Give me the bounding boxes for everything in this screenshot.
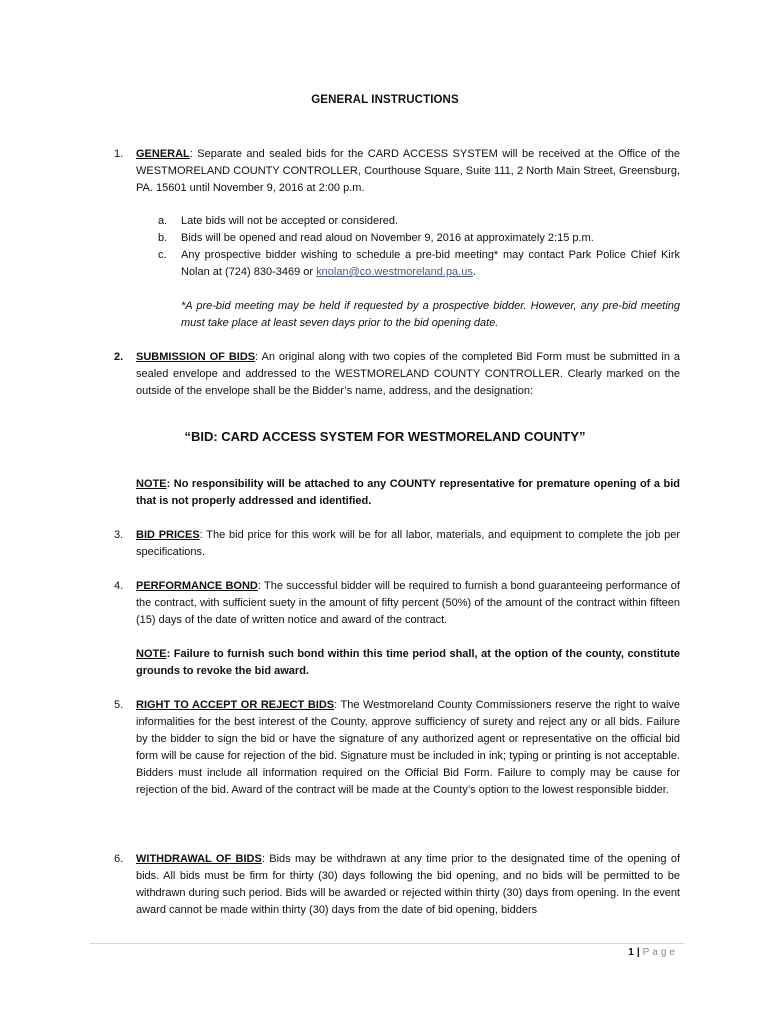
section-text: : The bid price for this work will be for all labor, materials, and equipment to complete the job per specifications. — [136, 529, 680, 558]
section-number: 5. — [114, 699, 124, 711]
bid-designation: “BID: CARD ACCESS SYSTEM FOR WESTMORELAND COUNTY” — [184, 429, 586, 444]
section-heading: BID PRICES — [136, 529, 200, 541]
section-general — [114, 146, 680, 197]
sub-item-letter: a. — [158, 215, 168, 227]
section-text: : The Westmoreland County Commissioners reserve the right to waive informalities for the best interest of the County, approve sufficiency of surety and reject any or all bids. Failure by the bidder to sign the bid or have the signature of any authorized agent or representative on the official bid form will be cause for rejection of the bid. Signature must be included in ink; typing or printing is not acceptable. Bidders must include all information required on the Official Bid Form. Failure to comply may be cause for rejection of the bid. Award of the contract will be made at the County’s option to the lowest responsible bidder. — [136, 699, 681, 796]
prebid-note: *A pre-bid meeting may be held if requested by a prospective bidder. However, any pre-bid meeting must take place at least seven days prior to the bid opening date. — [181, 300, 680, 329]
sub-item-prebid-contact — [158, 247, 680, 281]
section-heading: PERFORMANCE BOND — [136, 580, 258, 592]
note-label: NOTE — [136, 648, 167, 660]
footer-separator: | — [636, 947, 640, 958]
section-number: 4. — [114, 580, 124, 592]
note-text: : Failure to furnish such bond within this time period shall, at the option of the county, constitute grounds to revoke the bid award. — [136, 648, 680, 677]
note-label: NOTE — [136, 478, 167, 490]
section-number: 1. — [114, 148, 124, 160]
section-performance-bond — [114, 578, 680, 629]
sub-item-text: Bids will be opened and read aloud on November 9, 2016 at approximately 2:15 p.m. — [181, 232, 594, 244]
section-accept-reject — [114, 697, 680, 799]
page-number: 1 — [628, 947, 634, 958]
footer-divider — [90, 943, 685, 944]
section-heading: WITHDRAWAL OF BIDS — [136, 853, 262, 865]
note-text: : No responsibility will be attached to any COUNTY representative for premature opening of a bid that is not properly addressed and identified. — [136, 478, 680, 507]
sub-item-letter: c. — [158, 249, 167, 261]
section-text: : The successful bidder will be required to furnish a bond guaranteeing performance of the contract, with sufficient suety in the amount of fifty percent (50%) of the amount of the contract within fifteen (15) days of the date of written notice and award of the contract. — [136, 580, 680, 626]
note-responsibility — [136, 476, 680, 510]
page-word: Page — [642, 947, 678, 958]
sub-item-punct: . — [472, 266, 476, 278]
section-heading: SUBMISSION OF BIDS — [136, 351, 256, 363]
sub-item-letter: b. — [158, 232, 168, 244]
section-withdrawal — [114, 851, 680, 919]
section-heading: RIGHT TO ACCEPT OR REJECT BIDS — [136, 699, 335, 711]
sub-item-late-bids — [158, 213, 680, 230]
email-link[interactable]: knolan@co.westmoreland.pa.us — [316, 266, 473, 278]
section-number: 2. — [114, 351, 124, 363]
section-text: : Bids may be withdrawn at any time prior to the designated time of the opening of bids. All bids must be firm for thirty (30) days following the bid opening, and no bids will be permitted to be withdrawn during such period. Bids will be awarded or rejected within thirty (30) days from opening. In the event award cannot be made within thirty (30) days from the date of bid opening, bidders — [136, 853, 680, 916]
section-number: 6. — [114, 853, 124, 865]
sub-item-opening — [158, 230, 680, 247]
section-heading: GENERAL — [136, 148, 190, 160]
page-footer — [628, 947, 678, 958]
section-text: : An original along with two copies of the completed Bid Form must be submitted in a sealed envelope and addressed to the WESTMORELAND COUNTY CONTROLLER. Clearly marked on the outside of the envelope shall be the Bidder’s name, address, and the designation: — [136, 351, 681, 397]
section-submission — [114, 349, 680, 400]
sub-item-text: Late bids will not be accepted or considered. — [181, 215, 399, 227]
section-number: 3. — [114, 529, 124, 541]
sub-item-text: Any prospective bidder wishing to schedule a pre-bid meeting* may contact Park Police Chief Kirk Nolan at (724) 830-3469 or — [181, 249, 680, 278]
section-text: : Separate and sealed bids for the CARD ACCESS SYSTEM will be received at the Office of the WESTMORELAND COUNTY CONTROLLER, Courthouse Square, Suite 111, 2 North Main Street, Greensburg, PA. 15601 until November 9, 2016 at 2:00 p.m. — [136, 148, 680, 194]
section-bid-prices — [114, 527, 680, 561]
page-title: GENERAL INSTRUCTIONS — [311, 94, 459, 106]
note-bond-failure — [136, 646, 680, 680]
